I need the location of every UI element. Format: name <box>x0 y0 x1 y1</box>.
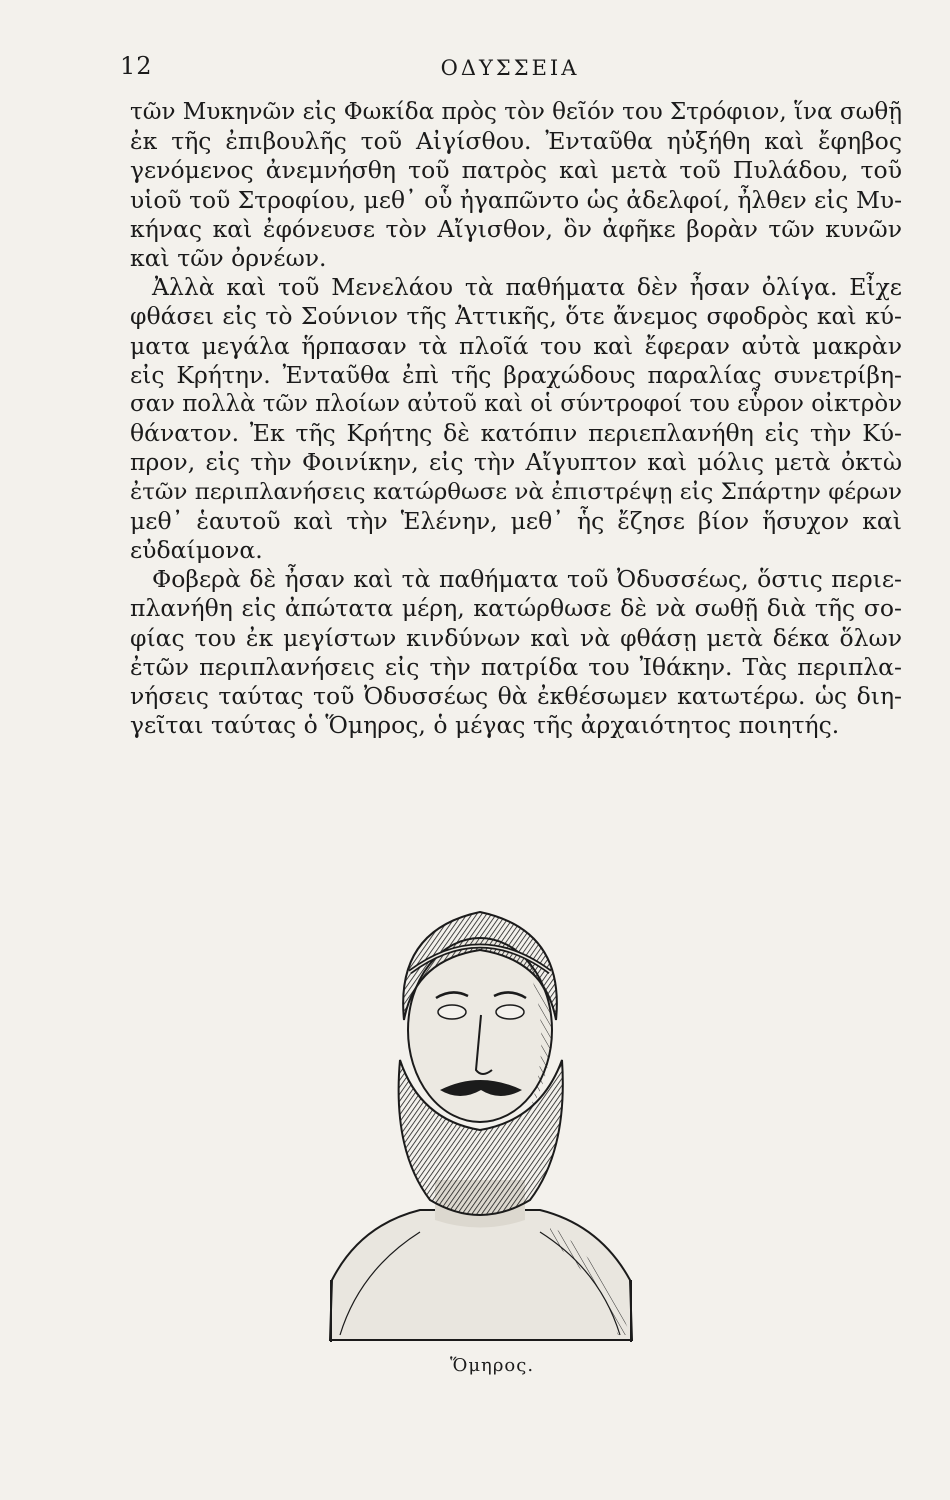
text-line: φθάσει εἰς τὸ Σούνιον τῆς Ἀττικῆς, ὅτε ἄνεμος σφοδρὸς καὶ κύ- <box>130 302 902 331</box>
text-line: σαν πολλὰ τῶν πλοίων αὐτοῦ καὶ οἱ σύντροφοί του εὗρον οἰκτρὸν <box>130 391 902 418</box>
text-line: γενόμενος ἀνεμνήσθη τοῦ πατρὸς καὶ μετὰ τοῦ Πυλάδου, τοῦ <box>130 156 902 185</box>
body-text <box>130 98 902 740</box>
text-line: καὶ τῶν ὀρνέων. <box>130 244 327 273</box>
text-line: προν, εἰς τὴν Φοινίκην, εἰς τὴν Αἴγυπτον καὶ μόλις μετὰ ὀκτὼ <box>130 448 902 477</box>
page-number: 12 <box>120 52 153 80</box>
text-line: ἐκ τῆς ἐπιβουλῆς τοῦ Αἰγίσθου. Ἐνταῦθα ηὐξήθη καὶ ἔφηβος <box>130 127 902 156</box>
text-line: Ἀλλὰ καὶ τοῦ Μενελάου τὰ παθήματα δὲν ἦσαν ὀλίγα. Εἶχε <box>152 273 902 302</box>
text-line: εἰς Κρήτην. Ἐνταῦθα ἐπὶ τῆς βραχώδους παραλίας συνετρίβη- <box>130 360 902 389</box>
text-line: γεῖται ταύτας ὁ Ὅμηρος, ὁ μέγας τῆς ἀρχαιότητος ποιητής. <box>130 711 840 740</box>
text-line: ἐτῶν περιπλανήσεις εἰς τὴν πατρίδα του Ἰθάκην. Τὰς περιπλα- <box>130 652 902 681</box>
text-line: πλανήθη εἰς ἀπώτατα μέρη, κατώρθωσε δὲ νὰ σωθῇ διὰ τῆς σο- <box>130 594 902 623</box>
homer-bust-icon <box>300 880 660 1350</box>
text-line: ματα μεγάλα ἥρπασαν τὰ πλοῖά του καὶ ἔφεραν αὐτὰ μακρὰν <box>130 331 902 360</box>
text-line: ἐτῶν περιπλανήσεις κατώρθωσε νὰ ἐπιστρέψῃ εἰς Σπάρτην φέρων <box>130 478 902 505</box>
homer-bust-figure <box>300 880 660 1350</box>
text-line: κήνας καὶ ἐφόνευσε τὸν Αἴγισθον, ὃν ἀφῆκε βορὰν τῶν κυνῶν <box>130 214 902 243</box>
text-line: υἱοῦ τοῦ Στροφίου, μεθ᾽ οὗ ἠγαπῶντο ὡς ἀδελφοί, ἦλθεν εἰς Μυ- <box>130 185 902 214</box>
page-header <box>120 52 900 82</box>
text-line: τῶν Μυκηνῶν εἰς Φωκίδα πρὸς τὸν θεῖόν του Στρόφιον, ἵνα σωθῇ <box>130 99 903 125</box>
text-line: νήσεις ταύτας τοῦ Ὀδυσσέως θὰ ἐκθέσωμεν κατωτέρω. ὡς διη- <box>130 682 902 711</box>
text-line: εὐδαίμονα. <box>130 536 263 565</box>
paragraph <box>130 98 902 273</box>
running-title: ΟΔΥΣΣΕΙΑ <box>440 56 580 80</box>
text-line: Φοβερὰ δὲ ἦσαν καὶ τὰ παθήματα τοῦ Ὀδυσσέως, ὅστις περιε- <box>152 565 902 594</box>
figure-caption: Ὅμηρος. <box>450 1355 535 1376</box>
text-line: φίας του ἐκ μεγίστων κινδύνων καὶ νὰ φθάσῃ μετὰ δέκα ὅλων <box>130 623 902 652</box>
text-line: μεθ᾽ ἑαυτοῦ καὶ τὴν Ἑλένην, μεθ᾽ ἧς ἔζησε βίον ἥσυχον καὶ <box>130 506 902 535</box>
text-line: θάνατον. Ἐκ τῆς Κρήτης δὲ κατόπιν περιεπλανήθη εἰς τὴν Κύ- <box>130 419 902 448</box>
paragraph <box>130 565 902 740</box>
paragraph <box>130 273 902 565</box>
